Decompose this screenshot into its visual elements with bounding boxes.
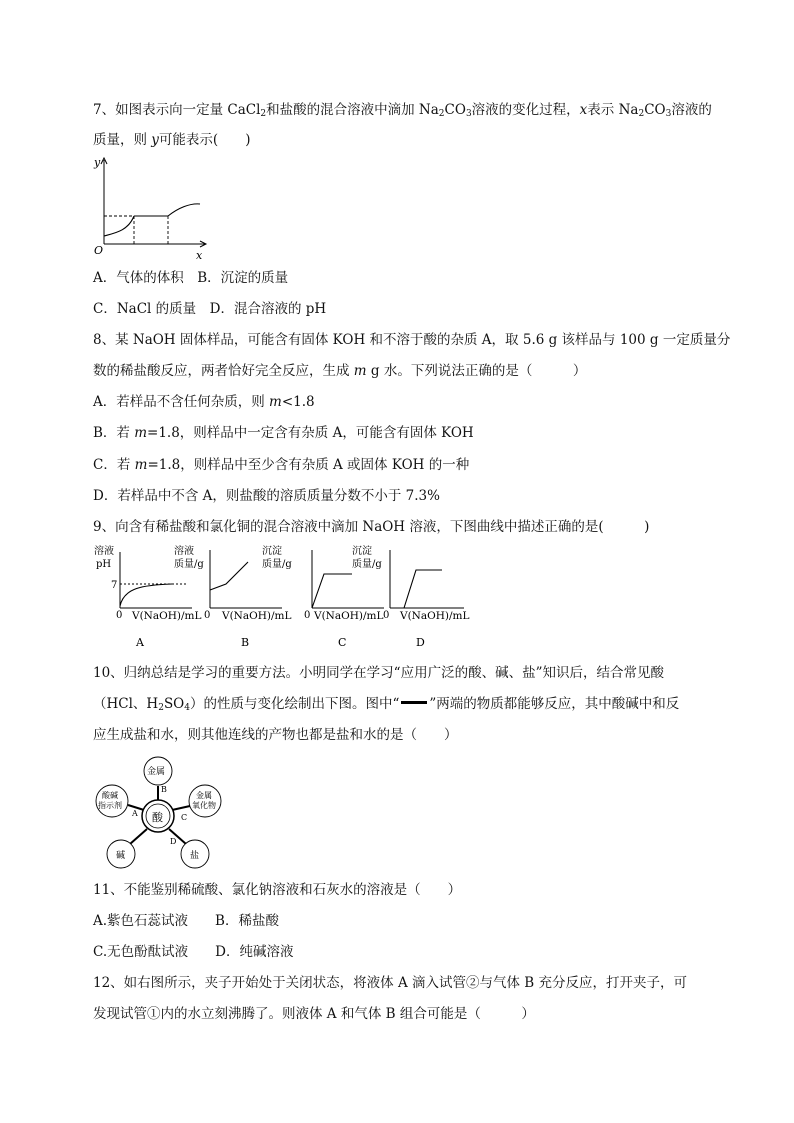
connector-line-symbol (401, 701, 427, 704)
q9d-xlabel: V(NaOH)/mL (400, 610, 470, 622)
diagram-acid-node: 酸 (152, 811, 163, 824)
q12-stem-line2: 发现试管①内的水立刻沸腾了。则液体 A 和气体 B 组合可能是（ ） (93, 1006, 535, 1022)
q11-stem: 11、不能鉴别稀硫酸、氯化钠溶液和石灰水的溶液是（ ） (93, 882, 462, 898)
q9a-xlabel: V(NaOH)/mL (132, 610, 202, 622)
q7-graph-y-label: y (94, 156, 101, 169)
q8-stem-line2: 数的稀盐酸反应，两者恰好完全反应，生成 m g 水。下列说法正确的是（ ） (93, 363, 587, 379)
q7-graph (90, 156, 215, 264)
diagram-oxide-node-2: 氧化物 (192, 801, 216, 810)
diagram-edge-c: C (181, 813, 188, 822)
q8-option-b: B．若 m=1.8，则样品中一定含有杂质 A，可能含有固体 KOH (93, 425, 474, 441)
q11-options-ab: A.紫色石蕊试液 B．稀盐酸 (93, 913, 279, 929)
diagram-metal-node: 金属 (147, 767, 166, 777)
diagram-salt-node: 盐 (190, 851, 200, 861)
q9d-zero: 0 (383, 610, 390, 621)
diagram-edge-d: D (170, 837, 177, 846)
q8-option-d: D．若样品中不含 A，则盐酸的溶质质量分数不小于 7.3% (93, 488, 440, 504)
q8-option-c: C．若 m=1.8，则样品中至少含有杂质 A 或固体 KOH 的一种 (93, 457, 470, 473)
q9c-letter: C (338, 636, 347, 649)
q9a-zero: 0 (116, 610, 123, 621)
diagram-oxide-node-1: 金属 (196, 791, 212, 800)
q9-stem: 9、向含有稀盐酸和氯化铜的混合溶液中滴加 NaOH 溶液，下图曲线中描述正确的是( ) (93, 519, 650, 535)
q9a-ylabel-1: 溶液 (94, 546, 114, 557)
q9b-ylabel-2: 质量/g (174, 559, 204, 570)
diagram-base-node: 碱 (116, 851, 126, 861)
q9d-ylabel-2: 质量/g (352, 559, 382, 570)
q10-stem-line1: 10、归纳总结是学习的重要方法。小明同学在学习“应用广泛的酸、碱、盐”知识后，结合常见酸 (93, 665, 664, 681)
q9c-ylabel-1: 沉淀 (262, 546, 282, 557)
q9c-zero: 0 (304, 610, 311, 621)
q9c-ylabel-2: 质量/g (262, 559, 292, 570)
q7-graph-origin: O (94, 244, 104, 257)
q11-options-cd: C.无色酚酞试液 D．纯碱溶液 (93, 944, 294, 960)
q9b-letter: B (241, 636, 250, 649)
q9c-xlabel: V(NaOH)/mL (314, 610, 384, 622)
q7-stem-line1: 7、如图表示向一定量 CaCl$_2$和盐酸的混合溶液中滴加 $Na_2CO_3$溶液的变化过程，x表示 $Na_2CO_3$溶液的 (93, 102, 712, 119)
q9-graph-d (352, 544, 488, 652)
q9a-letter: A (136, 636, 144, 649)
diagram-indicator-node-1: 酸碱 (102, 791, 118, 800)
q9b-xlabel: V(NaOH)/mL (222, 610, 292, 622)
q7-options-ab: A．气体的体积 B．沉淀的质量 (93, 270, 289, 286)
q7-stem-line2: 质量，则 y可能表示( ) (93, 132, 251, 148)
diagram-edge-b: B (161, 785, 167, 794)
q9d-ylabel-1: 沉淀 (352, 546, 372, 557)
q8-option-a: A．若样品不含任何杂质，则 m<1.8 (93, 394, 315, 410)
q9d-letter: D (416, 636, 425, 649)
q9b-zero: 0 (204, 610, 211, 621)
q7-options-cd: C．NaCl 的质量 D．混合溶液的 pH (93, 301, 327, 317)
q9b-ylabel-1: 溶液 (174, 546, 194, 557)
q10-diagram (94, 756, 226, 870)
q7-graph-x-label: x (196, 249, 203, 262)
q10-stem-line2: （HCl、$H_2SO_4$）的性质与变化绘制出下图。图中“ ”两端的物质都能够反应，其中酸碱中和反 (93, 696, 680, 713)
q12-stem-line1: 12、如右图所示，夹子开始处于关闭状态，将液体 A 滴入试管②与气体 B 充分反应，打开夹子，可 (93, 975, 688, 991)
q10-stem-line3: 应生成盐和水，则其他连线的产物也都是盐和水的是（ ） (93, 727, 458, 743)
diagram-edge-a: A (132, 809, 138, 818)
q8-stem-line1: 8、某 NaOH 固体样品，可能含有固体 KOH 和不溶于酸的杂质 A，取 5.6 g 该样品与 100 g 一定质量分 (93, 332, 731, 348)
q9a-ylabel-2: pH (96, 559, 112, 570)
diagram-indicator-node-2: 指示剂 (98, 801, 122, 810)
q9a-tick-7: 7 (111, 580, 118, 591)
